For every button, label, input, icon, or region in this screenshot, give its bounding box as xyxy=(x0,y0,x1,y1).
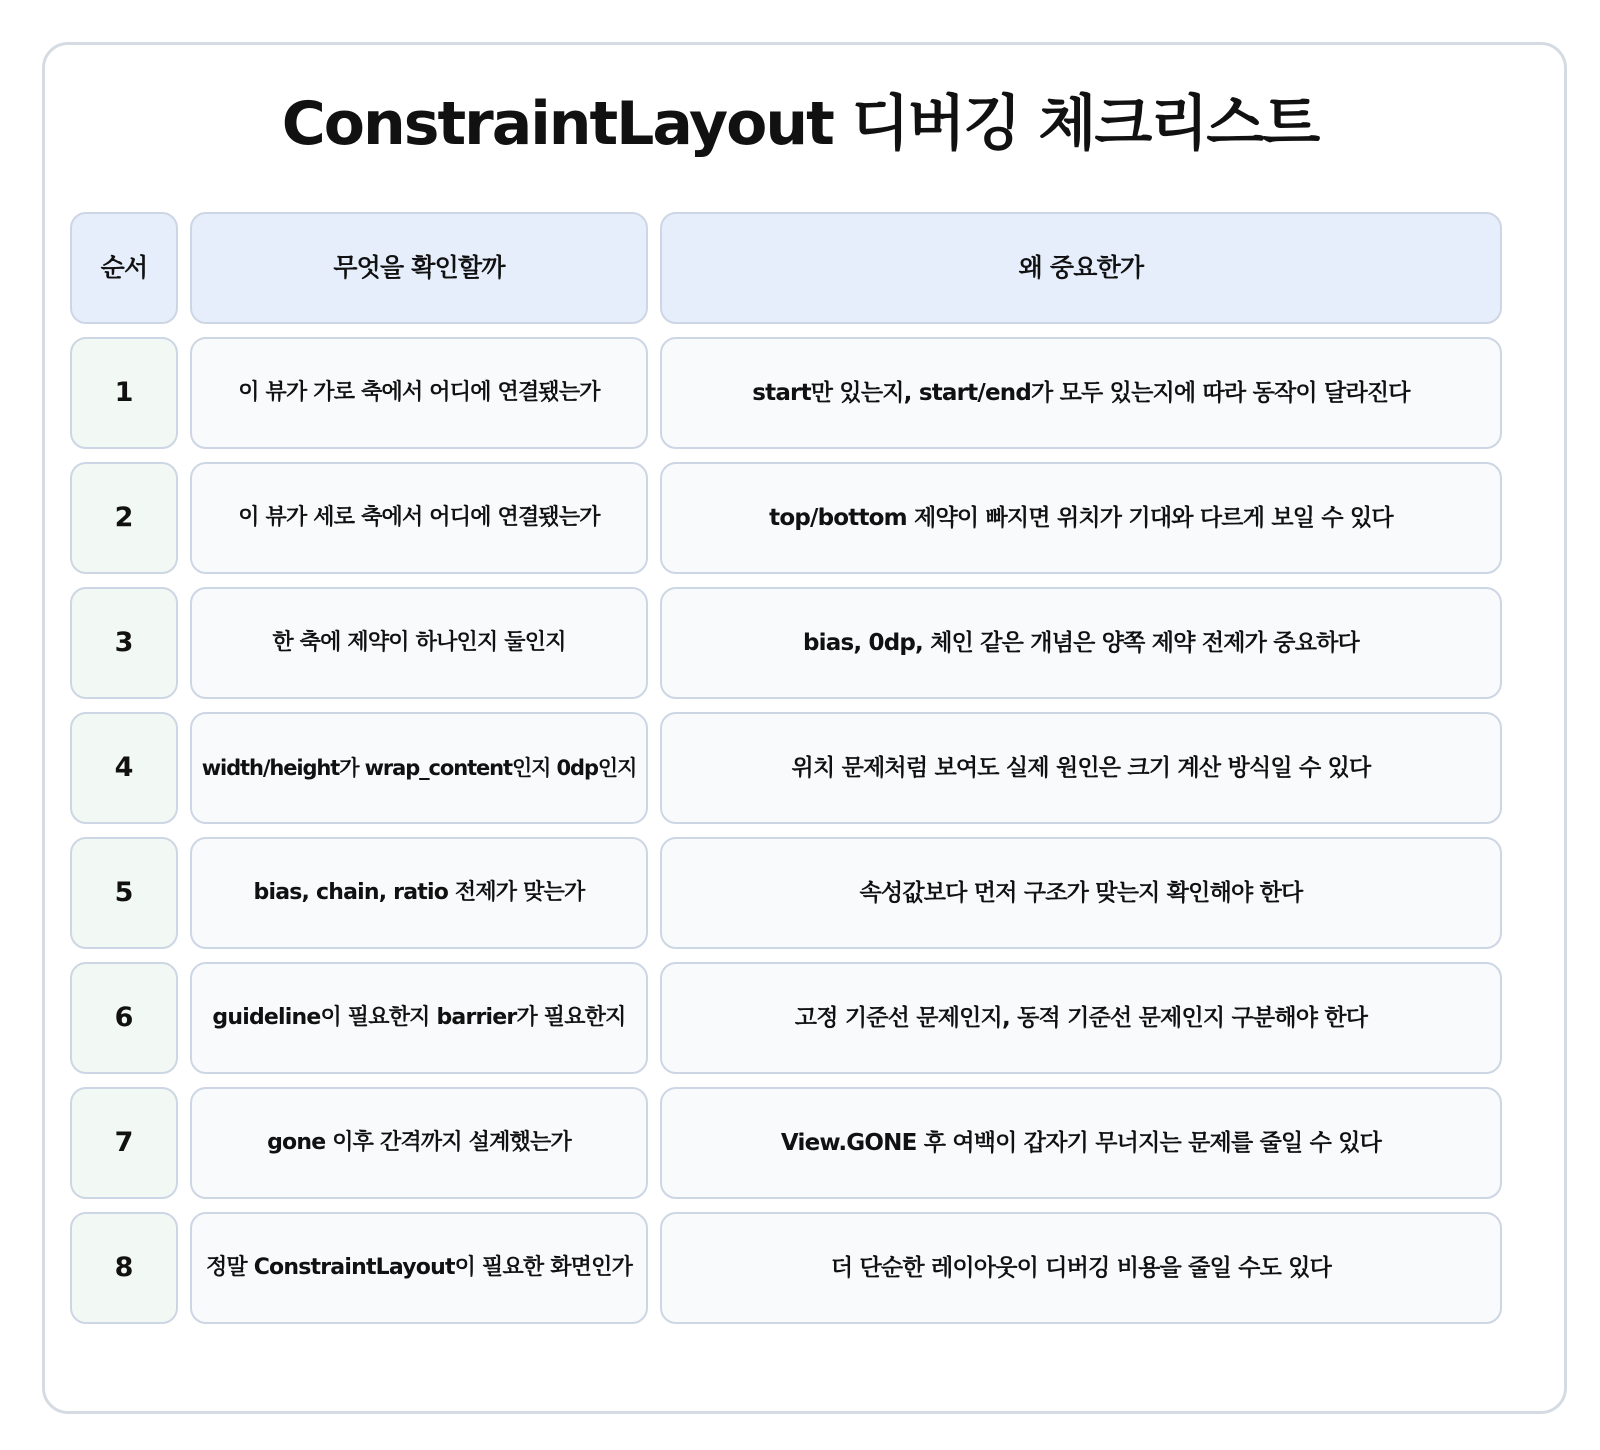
row-3-order: 3 xyxy=(70,587,178,699)
row-1-order: 1 xyxy=(70,337,178,449)
row-1-what: 이 뷰가 가로 축에서 어디에 연결됐는가 xyxy=(190,337,648,449)
row-3-why: bias, 0dp, 체인 같은 개념은 양쪽 제약 전제가 중요하다 xyxy=(660,587,1502,699)
row-8-why: 더 단순한 레이아웃이 디버깅 비용을 줄일 수도 있다 xyxy=(660,1212,1502,1324)
row-3-what: 한 축에 제약이 하나인지 둘인지 xyxy=(190,587,648,699)
page-title: ConstraintLayout 디버깅 체크리스트 xyxy=(281,89,1319,159)
row-4-why: 위치 문제처럼 보여도 실제 원인은 크기 계산 방식일 수 있다 xyxy=(660,712,1502,824)
row-5-what: bias, chain, ratio 전제가 맞는가 xyxy=(190,837,648,949)
row-1-why: start만 있는지, start/end가 모두 있는지에 따라 동작이 달라진다 xyxy=(660,337,1502,449)
row-6-order: 6 xyxy=(70,962,178,1074)
row-7-what: gone 이후 간격까지 설계했는가 xyxy=(190,1087,648,1199)
column-header-what: 무엇을 확인할까 xyxy=(190,212,648,324)
row-5-why: 속성값보다 먼저 구조가 맞는지 확인해야 한다 xyxy=(660,837,1502,949)
row-2-order: 2 xyxy=(70,462,178,574)
row-4-what: width/height가 wrap_content인지 0dp인지 xyxy=(190,712,648,824)
column-header-order: 순서 xyxy=(70,212,178,324)
row-2-what: 이 뷰가 세로 축에서 어디에 연결됐는가 xyxy=(190,462,648,574)
row-4-order: 4 xyxy=(70,712,178,824)
checklist-table xyxy=(70,212,1502,1324)
row-8-what: 정말 ConstraintLayout이 필요한 화면인가 xyxy=(190,1212,648,1324)
row-8-order: 8 xyxy=(70,1212,178,1324)
row-7-order: 7 xyxy=(70,1087,178,1199)
row-6-why: 고정 기준선 문제인지, 동적 기준선 문제인지 구분해야 한다 xyxy=(660,962,1502,1074)
column-header-why: 왜 중요한가 xyxy=(660,212,1502,324)
row-5-order: 5 xyxy=(70,837,178,949)
row-6-what: guideline이 필요한지 barrier가 필요한지 xyxy=(190,962,648,1074)
row-7-why: View.GONE 후 여백이 갑자기 무너지는 문제를 줄일 수 있다 xyxy=(660,1087,1502,1199)
row-2-why: top/bottom 제약이 빠지면 위치가 기대와 다르게 보일 수 있다 xyxy=(660,462,1502,574)
